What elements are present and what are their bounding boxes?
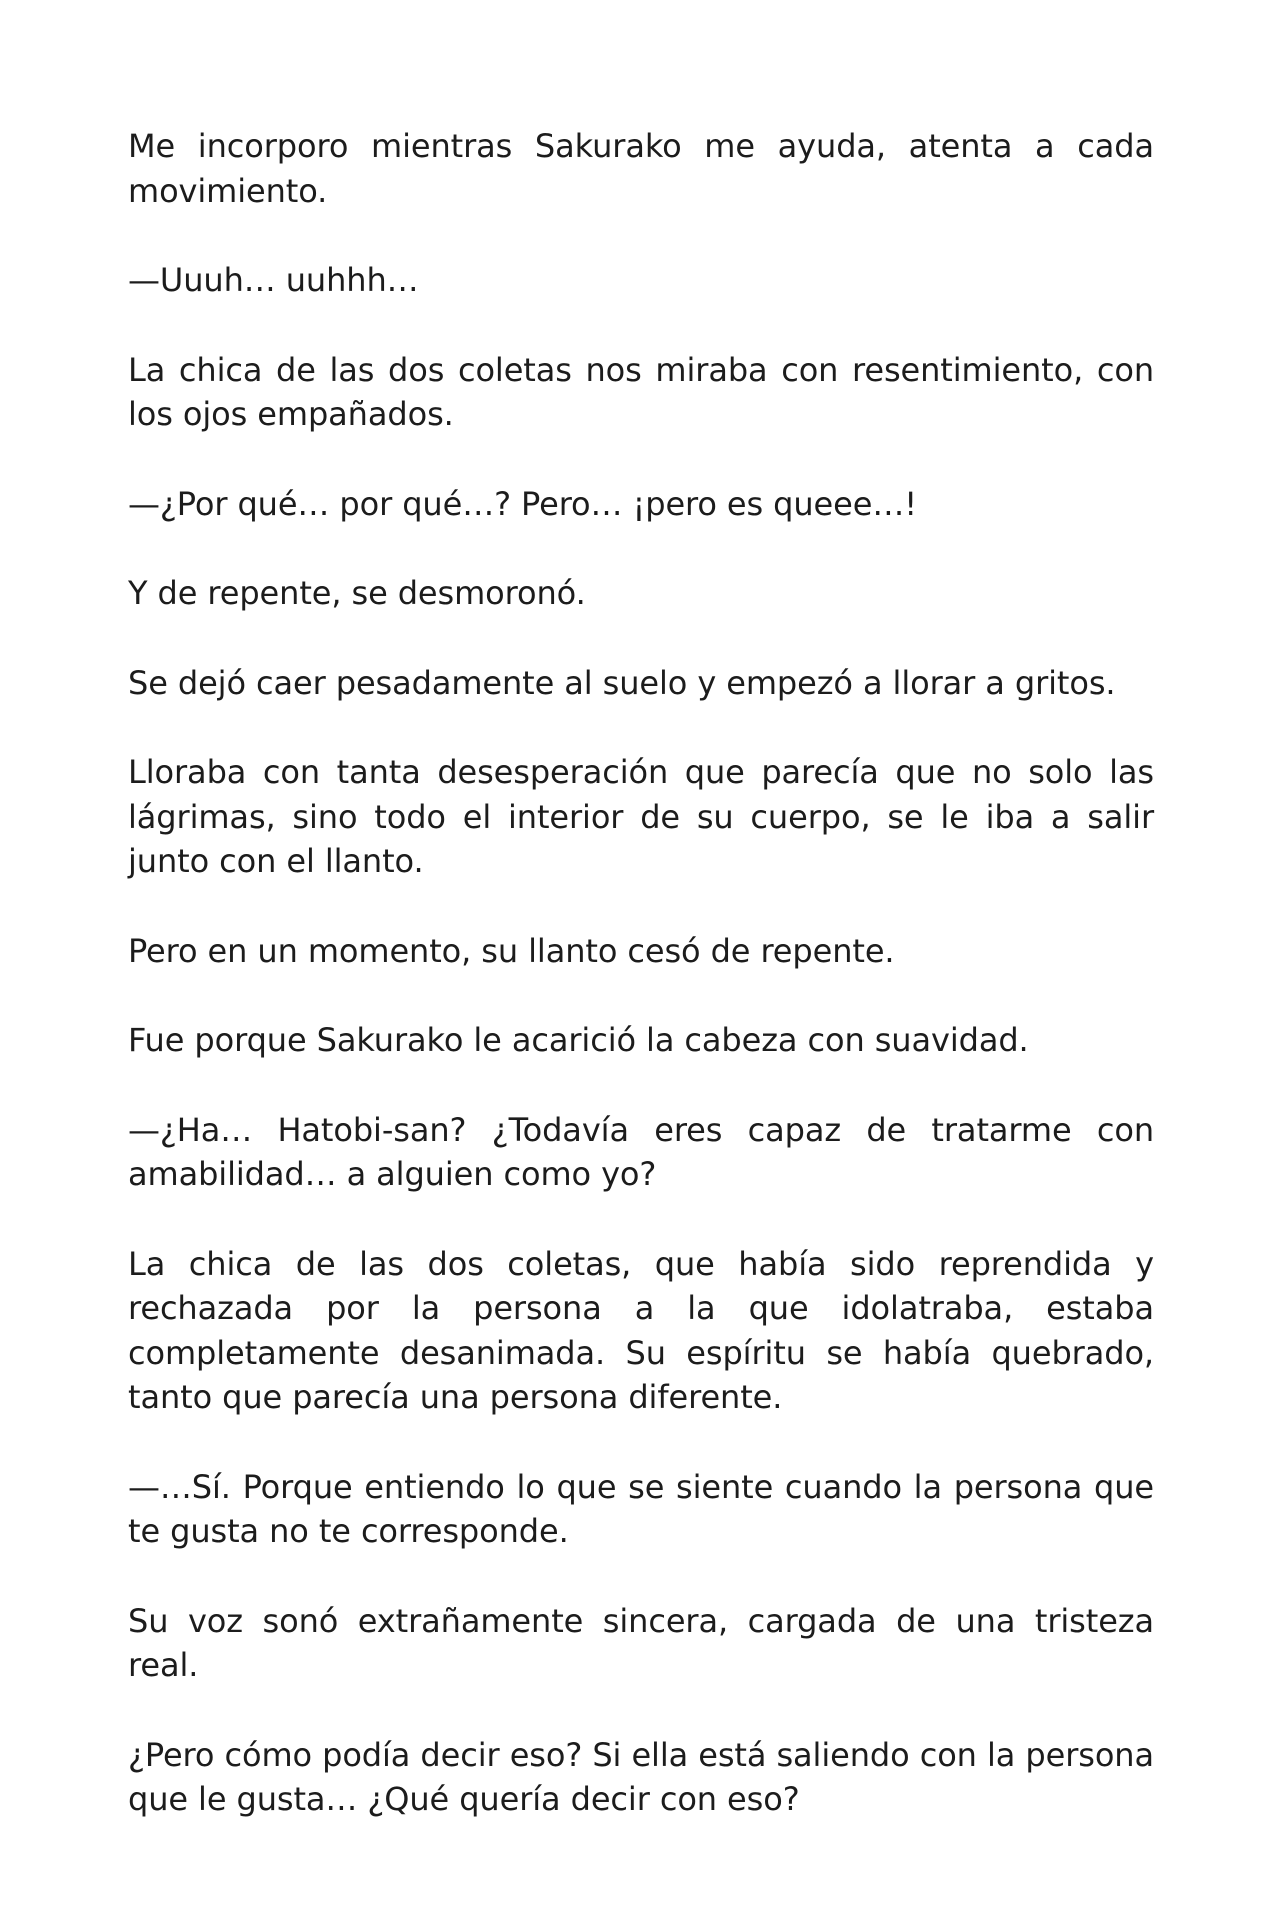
paragraph-4: —¿Por qué… por qué…? Pero… ¡pero es queee…! (128, 484, 917, 523)
paragraph-13: Su voz sonó extrañamente sincera, cargada de una tristeza real. (128, 1601, 1154, 1684)
paragraph-5: Y de repente, se desmoronó. (128, 574, 586, 612)
paragraph-11: La chica de las dos coletas, que había sido reprendida y rechazada por la persona a la que idolatraba, estaba completamente desanimada. Su espíritu se había quebrado, tanto que parecía una persona diferente. (128, 1244, 1154, 1416)
paragraph-1: Me incorporo mientras Sakurako me ayuda, atenta a cada movimiento. (128, 127, 1154, 210)
paragraph-10: —¿Ha… Hatobi-san? ¿Todavía eres capaz de tratarme con amabilidad… a alguien como yo? (128, 1110, 1154, 1193)
paragraph-14: ¿Pero cómo podía decir eso? Si ella está saliendo con la persona que le gusta… ¿Qué quería decir con eso? (128, 1735, 1154, 1818)
document-page (128, 124, 1154, 1867)
paragraph-8: Pero en un momento, su llanto cesó de repente. (128, 931, 895, 970)
paragraph-3: La chica de las dos coletas nos miraba con resentimiento, con los ojos empañados. (128, 350, 1154, 433)
paragraph-2: —Uuuh… uuhhh… (128, 261, 419, 299)
paragraph-9: Fue porque Sakurako le acarició la cabeza con suavidad. (128, 1021, 1029, 1059)
paragraph-12: —…Sí. Porque entiendo lo que se siente cuando la persona que te gusta no te corresponde. (128, 1467, 1154, 1550)
paragraph-6: Se dejó caer pesadamente al suelo y empezó a llorar a gritos. (128, 663, 1116, 702)
paragraph-7: Lloraba con tanta desesperación que parecía que no solo las lágrimas, sino todo el interior de su cuerpo, se le iba a salir junto con el llanto. (128, 753, 1154, 880)
